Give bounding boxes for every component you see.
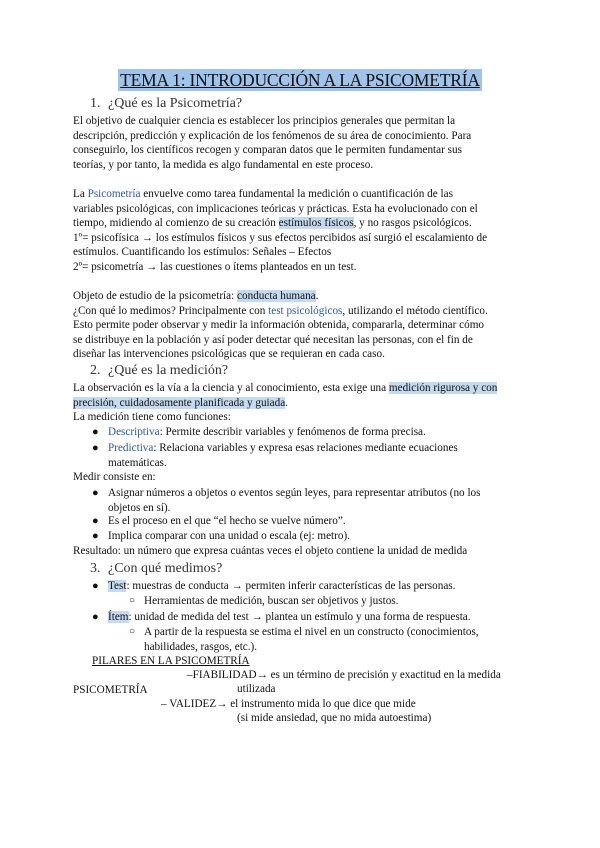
psicometria-term: Psicometría [87,188,141,200]
bullet-predictiva: Predictiva: Relaciona variables y expresa esas relaciones mediante ecuaciones matemáticas. [108,442,458,469]
fiabilidad-cont: utilizada [237,683,276,695]
bullet-icon: ● [92,515,99,527]
medir-label: Medir consiste en: [73,471,156,483]
resultado-line: Resultado: un número que expresa cuántas veces el objeto contiene la unidad de medida [73,545,468,557]
bullet-icon: ● [92,487,99,499]
section-2-heading: 2. ¿Qué es la medición? [90,363,229,378]
pilares-title: PILARES EN LA PSICOMETRÍA [92,655,250,667]
sub-bullet-icon: ○ [129,595,136,606]
bullet-icon: ● [92,530,99,542]
bullet-item: Ítem: unidad de medida del test → plantea un estímulo y una forma de respuesta. [108,611,471,623]
bullet-icon: ● [92,442,99,454]
highlight-conducta: conducta humana [237,290,316,302]
highlight-estimulos: estímulos físicos [278,217,354,229]
bullet-icon: ● [92,580,99,592]
psicometria-label: PSICOMETRÍA [73,684,148,696]
bullet-comparar: Implica comparar con una unidad o escala (ej: metro). [108,530,350,542]
section-2-intro: La observación es la vía a la ciencia y al conocimiento, esta exige una medición rigurosa y con precisión, cuidadosamente planificada y guiada. La medición tiene como funciones: [73,382,498,423]
document-title: TEMA 1: INTRODUCCIÓN A LA PSICOMETRÍA [120,70,480,90]
section-1-paragraph-3: Objeto de estudio de la psicometría: conducta humana. ¿Con qué lo medimos? Principalmente con test psicológicos, utilizando el método científico. Esto permite poder observar y medir la información obtenida, compararla, determinar cómo se distribuye en la población y así poder detectar qué necesitan las personas, con el fin de diseñar las intervenciones psicológicas que se requieran en cada caso. [73,290,488,360]
test-psicologicos-term: test psicológicos [268,304,343,317]
bullet-icon: ● [92,611,99,623]
bullet-asignar: Asignar números a objetos o eventos según leyes, para representar atributos (no los objetos en sí). [108,487,481,514]
bullet-descriptiva: Descriptiva: Permite describir variables y fenómenos de forma precisa. [108,426,426,438]
bullet-icon: ● [92,426,99,438]
sub-bullet-herramientas: Herramientas de medición, buscan ser objetivos y justos. [144,595,399,607]
highlight-medicion: medición rigurosa y con [388,382,498,394]
section-1-paragraph-1: El objetivo de cualquier ciencia es establecer los principios generales que permitan la descripción, predicción y explicación de los fenómenos de su área de conocimiento. Para conseguirlo, los científicos recogen y comparan datos que le permiten fundamentar sus teorías, y por tanto, la medida es algo fundamental en este proceso. [73,115,472,171]
fiabilidad-line: –FIABILIDAD→ es un término de precisión y exactitud en la medida [187,669,501,681]
section-3-heading: 3. ¿Con qué medimos? [90,561,223,576]
validez-line: – VALIDEZ→ el instrumento mida lo que dice que mide [161,698,416,710]
sub-bullet-icon: ○ [129,626,136,637]
section-1-heading: 1. ¿Qué es la Psicometría? [90,96,243,111]
validez-cont: (si mide ansiedad, que no mida autoestima) [237,712,432,724]
sub-bullet-respuesta: A partir de la respuesta se estima el nivel en un constructo (conocimientos, habilidades, rasgos, etc.). [144,626,479,653]
bullet-test: Test: muestras de conducta → permiten inferir características de las personas. [108,580,456,592]
bullet-proceso: Es el proceso en el que “el hecho se vuelve número”. [108,515,346,527]
section-1-paragraph-2: La Psicometría envuelve como tarea fundamental la medición o cuantificación de las variables psicológicas, con implicaciones teóricas y prácticas. Esta ha evolucionado con el tiempo, midiendo al comienzo de su creación estímulos físicos, y no rasgos psicológicos. 1º= psicofísica → los estímulos físicos y sus efectos percibidos así surgió el escalamiento de estímulos. Cuantificando los estímulos: Señales – Efectos 2º= psicometría → las cuestiones o ítems planteados en un test. [73,188,488,273]
